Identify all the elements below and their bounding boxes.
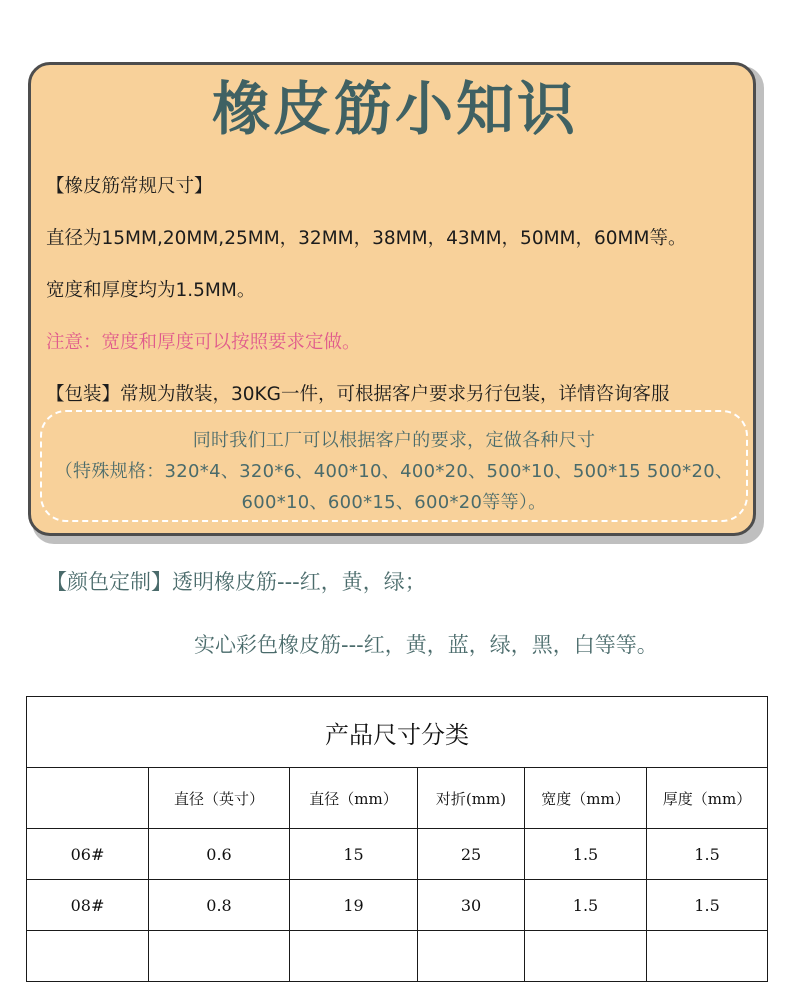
color-custom-line-1: 【颜色定制】透明橡皮筋---红，黄，绿； bbox=[46, 570, 426, 594]
table-cell: 30 bbox=[418, 880, 525, 931]
diameter-text: 直径为15MM,20MM,25MM，32MM，38MM，43MM，50MM，60MM等。 bbox=[46, 228, 687, 249]
table-cell bbox=[290, 931, 418, 982]
header-cell: 宽度（mm） bbox=[525, 768, 647, 829]
table-cell bbox=[27, 931, 149, 982]
table-cell bbox=[525, 931, 647, 982]
header-cell: 对折(mm) bbox=[418, 768, 525, 829]
size-heading: 【橡皮筋常规尺寸】 bbox=[46, 176, 213, 197]
table-header-row bbox=[27, 768, 768, 829]
table-row bbox=[27, 829, 768, 880]
table-cell: 15 bbox=[290, 829, 418, 880]
table-row bbox=[27, 931, 768, 982]
table-cell: 06# bbox=[27, 829, 149, 880]
size-table bbox=[26, 696, 768, 982]
custom-sizes-line-1: 同时我们工厂可以根据客户的要求，定做各种尺寸 bbox=[192, 430, 596, 451]
page-title: 橡皮筋小知识 bbox=[211, 75, 578, 143]
table-cell: 25 bbox=[418, 829, 525, 880]
table-cell: 1.5 bbox=[525, 880, 647, 931]
table-cell: 08# bbox=[27, 880, 149, 931]
packaging-text: 【包装】常规为散装，30KG一件，可根据客户要求另行包装，详情咨询客服 bbox=[46, 384, 670, 405]
color-custom-line-2: 实心彩色橡皮筋---红，黄，蓝，绿，黑，白等等。 bbox=[194, 633, 658, 657]
header-cell: 直径（mm） bbox=[290, 768, 418, 829]
table-row bbox=[27, 880, 768, 931]
table-cell: 1.5 bbox=[647, 880, 768, 931]
table-cell: 0.8 bbox=[149, 880, 290, 931]
custom-note: 注意：宽度和厚度可以按照要求定做。 bbox=[46, 332, 361, 353]
header-cell: 厚度（mm） bbox=[647, 768, 768, 829]
table-cell: 0.6 bbox=[149, 829, 290, 880]
table-cell bbox=[418, 931, 525, 982]
header-cell bbox=[27, 768, 149, 829]
table-cell bbox=[647, 931, 768, 982]
header-cell: 直径（英寸） bbox=[149, 768, 290, 829]
table-cell bbox=[149, 931, 290, 982]
table-cell: 1.5 bbox=[525, 829, 647, 880]
table-cell: 19 bbox=[290, 880, 418, 931]
table-caption: 产品尺寸分类 bbox=[27, 697, 768, 768]
width-thickness-text: 宽度和厚度均为1.5MM。 bbox=[46, 280, 256, 301]
custom-sizes-line-3: 600*10、600*15、600*20等等）。 bbox=[241, 492, 547, 513]
custom-sizes-line-2: （特殊规格：320*4、320*6、400*10、400*20、500*10、500*15 500*20、 bbox=[54, 461, 734, 482]
table-cell: 1.5 bbox=[647, 829, 768, 880]
